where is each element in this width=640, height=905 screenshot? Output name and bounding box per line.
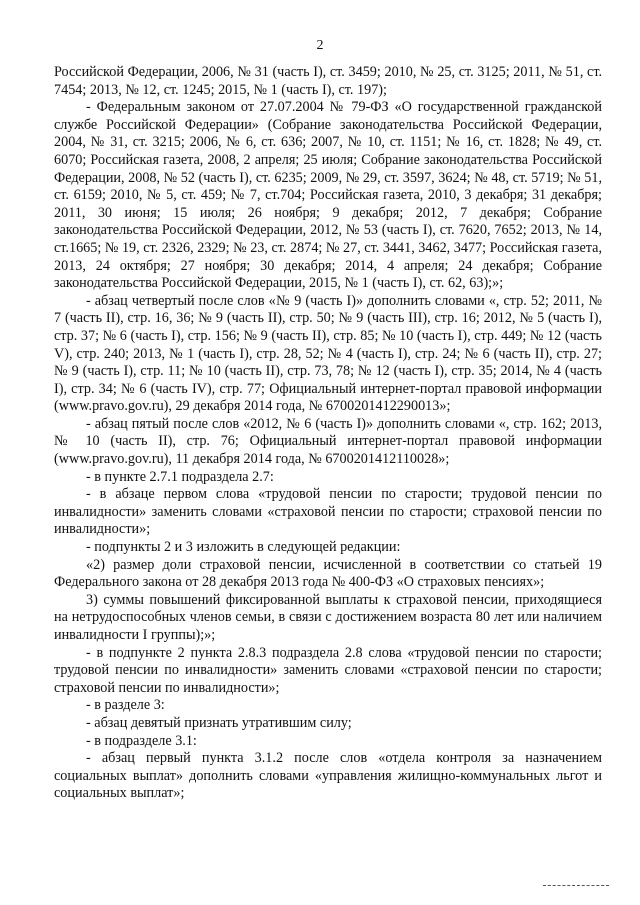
paragraph: - в разделе 3: — [86, 697, 165, 714]
paragraph: - в пункте 2.7.1 подраздела 2.7: — [86, 468, 274, 485]
paragraph: - Федеральным законом от 27.07.2004 № 79-ФЗ «О государственной гражданской службе Российской Федерации» (Собрание законодательства Российской Федерации, 2004, № 31, ст. 3215; 2006, № 6, ст. 636; 2007, № 10, ст. 1151; № 16, ст. 1828; № 49, ст. 6070; Российская газета, 2008, 2 апреля; 25 июля; Собрание законодательства Российской Федерации, 2008, № 52 (часть I), ст. 6235; 2009, № 29, ст. 3597, 3624; № 48, ст. 5719; № 51, ст. 6159; 2010, № 5, ст. 459; № 7, ст.704; Российская газета, 2010, 3 декабря; 31 декабря; 2011, 30 июня; 15 июля; 26 ноября; 9 декабря; 2012, 7 декабря; Собрание законодательства Российской Федерации, 2012, № 53 (часть I), ст. 7620, 7652; 2013, № 14, ст.1665; № 19, ст. 2326, 2329; № 23, ст. 2874; № 27, ст. 3441, 3462, 3477; Российская газета, 2013, 24 октября; 27 ноября; 30 декабря; 2014, 4 апреля; 24 декабря; Собрание законодательства Российской Федерации, 2015, № 1 (часть I), ст. 62, 63);»; — [54, 99, 602, 292]
paragraph: Российской Федерации, 2006, № 31 (часть I), ст. 3459; 2010, № 25, ст. 3125; 2011, № 51, ст. 7454; 2013, № 12, ст. 1245; 2015, № 1 (часть I), ст. 197); — [54, 64, 602, 98]
paragraph: - абзац девятый признать утратившим силу; — [86, 714, 352, 731]
paragraph: - подпункты 2 и 3 изложить в следующей редакции: — [86, 539, 401, 556]
paragraph: - в абзаце первом слова «трудовой пенсии по старости; трудовой пенсии по инвалидности» заменить словами «страховой пенсии по старости; страховой пенсии по инвалидности»; — [54, 486, 602, 538]
paragraph: - абзац четвертый после слов «№ 9 (часть I)» дополнить словами «, стр. 52; 2011, № 7 (часть II), стр. 16, 36; № 9 (часть II), стр. 50; № 9 (часть III), стр. 16; 2012, № 5 (часть I), стр. 37; № 6 (часть I), стр. 156; № 9 (часть II), стр. 85; № 10 (часть I), стр. 449; № 12 (часть V), стр. 240; 2013, № 1 (часть I), стр. 28, 52; № 4 (часть I), стр. 24; № 6 (часть II), стр. 27; № 9 (часть I), стр. 11; № 10 (часть II), стр. 73, 78; № 12 (часть I), стр. 35; 2014, № 4 (часть I), стр. 34; № 6 (часть IV), стр. 77; Официальный интернет-портал правовой информации (www.pravo.gov.ru), 29 декабря 2014 года, № 6700201412290013»; — [54, 292, 602, 415]
paragraph: - в подразделе 3.1: — [86, 732, 197, 749]
paragraph: «2) размер доли страховой пенсии, исчисленной в соответствии со статьей 19 Федерального закона от 28 декабря 2013 года № 400-ФЗ «О страховых пенсиях»; — [54, 556, 602, 591]
paragraph: - абзац пятый после слов «2012, № 6 (часть I)» дополнить словами «, стр. 162; 2013, № 10 (часть II), стр. 76; Официальный интернет-портал правовой информации (www.pravo.gov.ru), 11 декабря 2014 года, № 6700201412110028»; — [54, 415, 602, 468]
page-number: 2 — [316, 38, 324, 53]
paragraph: - абзац первый пункта 3.1.2 после слов «отдела контроля за назначением социальных выплат» дополнить словами «управления жилищно-коммунальных льгот и социальных выплат»; — [54, 750, 602, 802]
scan-artifact-line — [543, 885, 609, 886]
document-body — [54, 64, 602, 803]
paragraph: 3) суммы повышений фиксированной выплаты к страховой пенсии, приходящиеся на нетрудоспособных членов семьи, в связи с достижением возраста 80 лет или наличием инвалидности I группы);»; — [54, 591, 602, 643]
paragraph: - в подпункте 2 пункта 2.8.3 подраздела 2.8 слова «трудовой пенсии по старости; трудовой пенсии по инвалидности» заменить словами «страховой пенсии по старости; страховой пенсии по инвалидности»; — [54, 644, 602, 696]
